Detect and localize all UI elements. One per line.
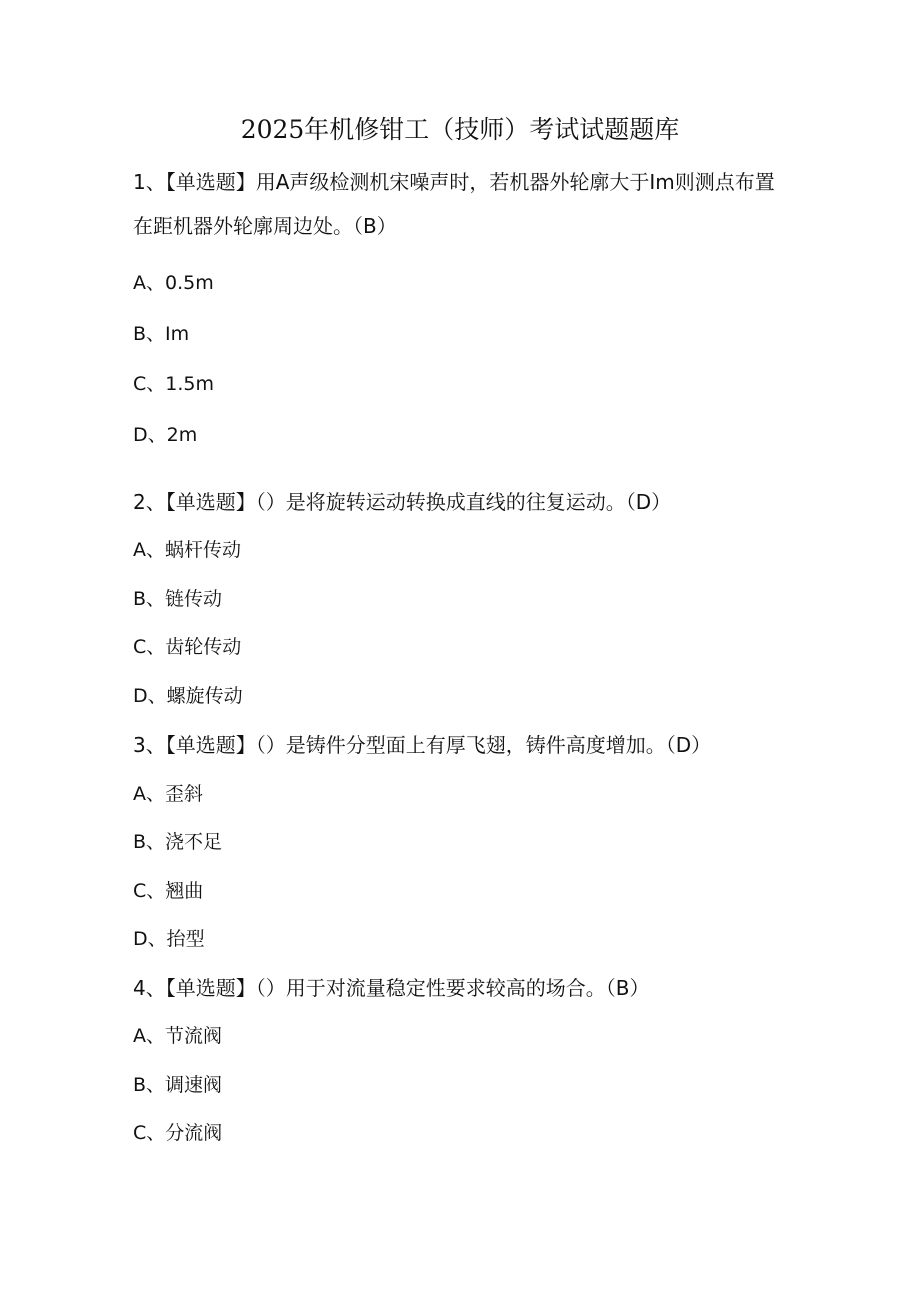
question-4-option-a: A、节流阀 [133,1025,222,1047]
question-3-option-a: A、歪斜 [133,783,203,805]
question-2-option-d: D、螺旋传动 [133,685,243,707]
question-2-text: 2、【单选题】（）是将旋转运动转换成直线的往复运动。（D） [133,490,672,514]
page-title: 2025年机修钳工（技师）考试试题题库 [240,115,680,144]
question-3-text: 3、【单选题】（）是铸件分型面上有厚飞翅，铸件高度增加。（D） [133,733,712,757]
question-4-option-c: C、分流阀 [133,1122,223,1144]
question-1-option-d: D、2m [133,424,198,446]
question-1-option-c: C、1.5m [133,373,214,395]
question-2-option-b: B、链传动 [133,588,223,610]
question-2-option-c: C、齿轮传动 [133,636,242,658]
question-2-option-a: A、蜗杆传动 [133,539,241,561]
question-4-option-b: B、调速阀 [133,1074,223,1096]
question-3-option-c: C、翘曲 [133,880,204,902]
question-3-option-b: B、浇不足 [133,831,223,853]
question-1-text: 1、【单选题】用A声级检测机宋噪声时，若机器外轮廓大于Im则测点布置在距机器外轮廓周边处。（B） [133,170,775,238]
question-3-option-d: D、抬型 [133,928,205,950]
question-1-option-b: B、Im [133,323,190,345]
question-4-text: 4、【单选题】（）用于对流量稳定性要求较高的场合。（B） [133,976,650,1000]
question-1-option-a: A、0.5m [133,272,214,294]
